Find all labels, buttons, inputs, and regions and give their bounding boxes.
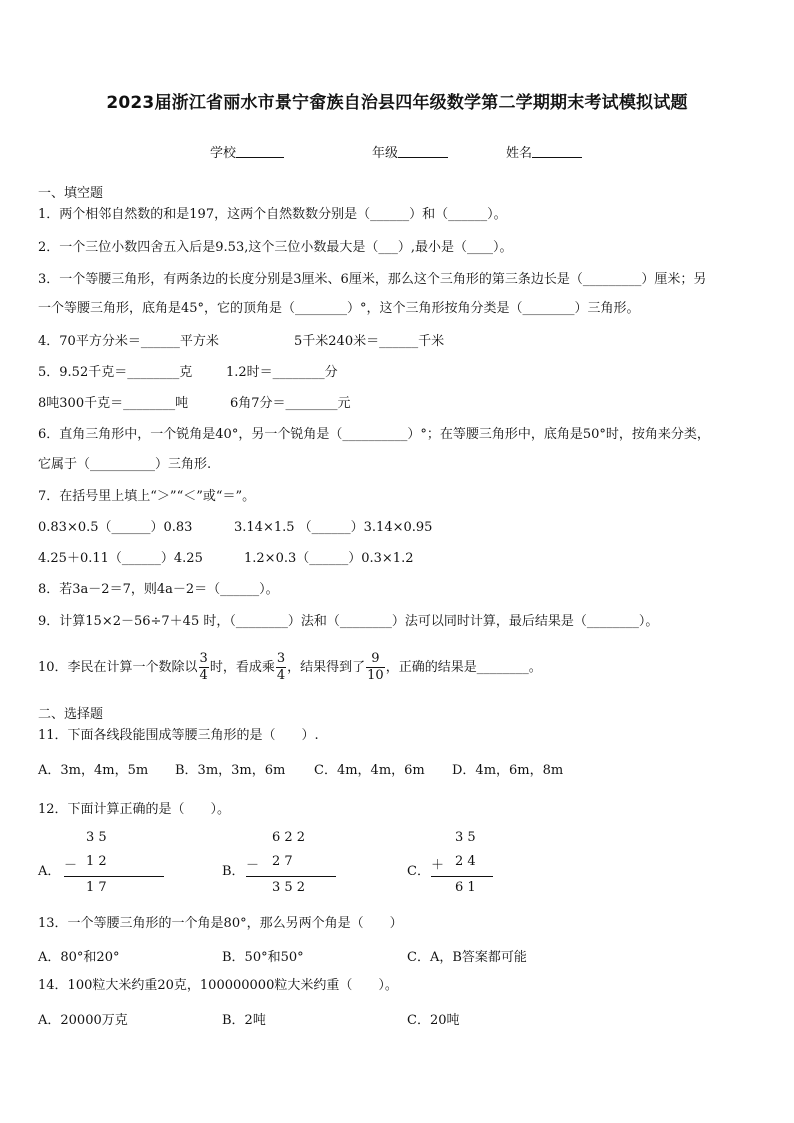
question-7-part-a: 0.83×0.5（______）0.83 <box>38 520 193 535</box>
question-10-middle-1: 时，看成乘 <box>209 660 275 675</box>
question-10-middle-2: ，结果得到了 <box>287 660 366 675</box>
question-14-option-b[interactable]: B．2吨 <box>222 1013 266 1028</box>
question-3-line-2: 一个等腰三角形，底角是45°，它的顶角是（________）°，这个三角形按角分类是（________）三角形。 <box>38 301 640 316</box>
fraction-numerator: 3 <box>276 651 286 666</box>
grade-label: 年级 <box>372 146 399 161</box>
question-13-option-c[interactable]: C．A，B答案都可能 <box>407 950 527 965</box>
fraction-numerator: 9 <box>366 651 385 668</box>
fraction-denominator: 10 <box>367 668 384 683</box>
question-11-option-d[interactable]: D．4m，6m，8m <box>452 763 564 778</box>
question-11-option-c[interactable]: C．4m，4m，6m <box>314 763 425 778</box>
sum-rule <box>431 876 493 877</box>
question-5-part-d: 6角7分＝________元 <box>230 396 351 411</box>
name-blank <box>532 145 582 158</box>
fraction-nine-tenths <box>366 651 385 684</box>
question-11: 11．下面各线段能围成等腰三角形的是（ ）. <box>38 728 319 743</box>
fraction-three-quarters <box>276 651 286 684</box>
sum-rule <box>64 876 164 877</box>
question-14: 14．100粒大米约重20克，100000000粒大米约重（ ）。 <box>38 978 398 993</box>
section-multiple-choice-heading: 二、选择题 <box>38 707 104 722</box>
question-11-option-a[interactable]: A．3m，4m，5m <box>38 763 149 778</box>
question-2: 2．一个三位小数四舍五入后是9.53,这个三位小数最大是（___）,最小是（____）。 <box>38 240 513 255</box>
result: 6 1 <box>455 880 476 895</box>
option-label: C． <box>407 864 430 879</box>
option-label: A． <box>38 864 61 879</box>
question-1: 1．两个相邻自然数的和是197，这两个自然数数分别是（______）和（______）。 <box>38 207 507 222</box>
fraction-numerator: 3 <box>199 651 208 666</box>
minuend: 6 2 2 <box>272 830 306 845</box>
minus-sign: － <box>246 858 260 873</box>
question-5-part-c: 8吨300千克＝________吨 <box>38 396 189 411</box>
fraction-denominator: 4 <box>276 668 286 683</box>
question-14-option-a[interactable]: A．20000万克 <box>38 1013 128 1028</box>
minus-sign: － <box>64 858 78 873</box>
question-7-part-c: 4.25＋0.11（______）4.25 <box>38 551 203 566</box>
section-fill-blank-heading: 一、填空题 <box>38 186 104 201</box>
question-6-line-2: 它属于（__________）三角形. <box>38 457 212 472</box>
question-11-option-b[interactable]: B．3m，3m，6m <box>175 763 286 778</box>
question-13: 13．一个等腰三角形的一个角是80°，那么另两个角是（ ） <box>38 916 403 931</box>
question-14-option-c[interactable]: C．20吨 <box>407 1013 460 1028</box>
result: 1 7 <box>86 880 107 895</box>
grade-blank <box>398 145 448 158</box>
subtrahend: 2 7 <box>272 854 293 869</box>
question-13-option-b[interactable]: B．50°和50° <box>222 950 304 965</box>
name-field <box>506 142 582 161</box>
addend-2: 2 4 <box>455 854 476 869</box>
question-5-part-b: 1.2时＝________分 <box>226 365 338 380</box>
plus-sign: ＋ <box>431 858 445 873</box>
question-4-part-b: 5千米240米＝______千米 <box>294 334 445 349</box>
question-10 <box>38 650 542 686</box>
exam-title: 2023届浙江省丽水市景宁畲族自治县四年级数学第二学期期末考试模拟试题 <box>106 93 688 113</box>
question-10-prefix: 10．李民在计算一个数除以 <box>38 660 198 675</box>
question-5-part-a: 5．9.52千克＝________克 <box>38 365 193 380</box>
sum-rule <box>246 876 336 877</box>
question-4-part-a: 4．70平方分米＝______平方米 <box>38 334 219 349</box>
question-3-line-1: 3．一个等腰三角形，有两条边的长度分别是3厘米、6厘米，那么这个三角形的第三条边长是（_________）厘米；另 <box>38 272 707 287</box>
question-12: 12．下面计算正确的是（ ）。 <box>38 802 231 817</box>
option-label: B． <box>222 864 245 879</box>
fraction-three-quarters <box>199 651 209 684</box>
school-label: 学校 <box>210 146 237 161</box>
question-6-line-1: 6．直角三角形中，一个锐角是40°，另一个锐角是（__________）°；在等腰三角形中，底角是50°时，按角来分类， <box>38 427 710 442</box>
question-7-part-b: 3.14×1.5 （______）3.14×0.95 <box>234 520 433 535</box>
question-8: 8．若3a－2＝7，则4a－2＝（______）。 <box>38 582 279 597</box>
question-13-option-a[interactable]: A．80°和20° <box>38 950 120 965</box>
name-label: 姓名 <box>506 146 533 161</box>
minuend: 3 5 <box>86 830 107 845</box>
question-7: 7．在括号里上填上“＞”“＜”或“＝”。 <box>38 489 256 504</box>
grade-field <box>372 142 448 161</box>
question-7-part-d: 1.2×0.3（______）0.3×1.2 <box>244 551 414 566</box>
question-9: 9．计算15×2－56÷7＋45 时，（________）法和（________）法可以同时计算，最后结果是（________）。 <box>38 614 659 629</box>
result: 3 5 2 <box>272 880 306 895</box>
question-10-suffix: ，正确的结果是________。 <box>385 660 542 675</box>
subtrahend: 1 2 <box>86 854 107 869</box>
addend-1: 3 5 <box>455 830 476 845</box>
school-blank <box>236 145 284 158</box>
fraction-denominator: 4 <box>199 668 208 683</box>
school-field <box>210 142 284 161</box>
